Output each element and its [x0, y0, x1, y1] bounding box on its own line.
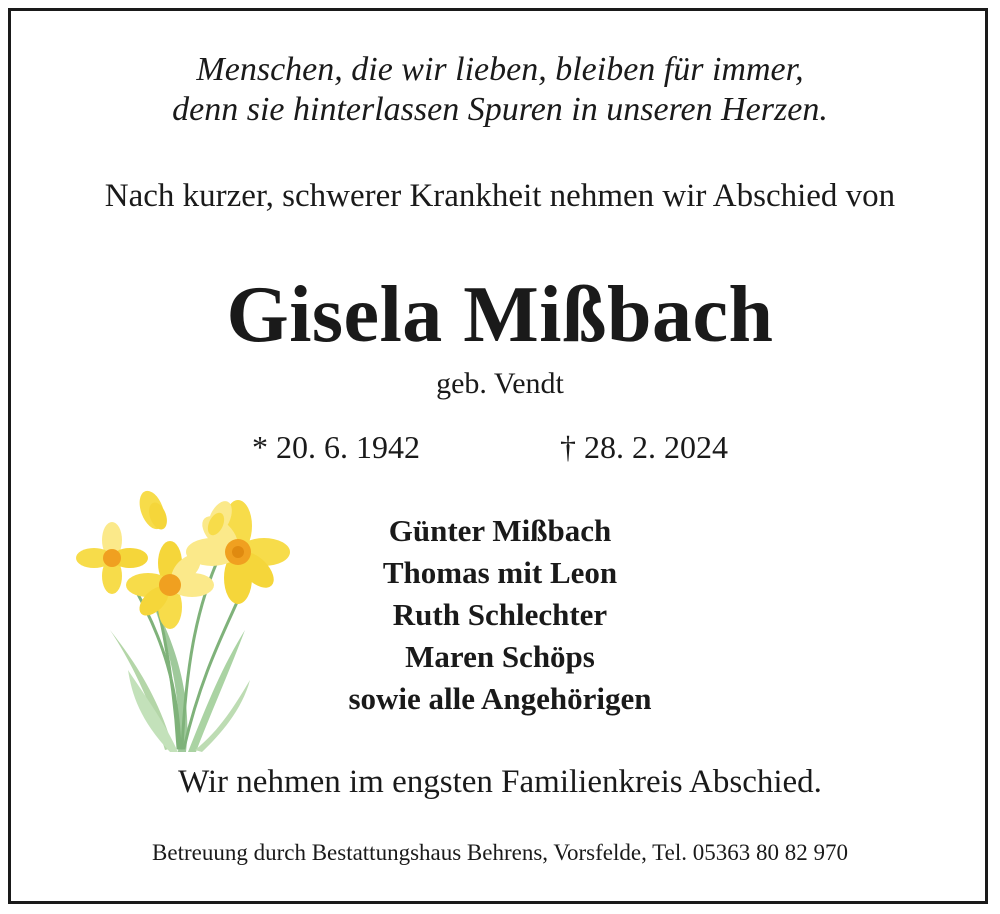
quote-line-2: denn sie hinterlassen Spuren in unseren Herzen. [172, 91, 828, 128]
mourners-list [250, 510, 750, 720]
mourner-name: Ruth Schlechter [392, 597, 608, 632]
daffodil-bud-top [135, 487, 170, 532]
mourner-name: sowie alle Angehörigen [348, 681, 652, 716]
mourner-name: Thomas mit Leon [382, 555, 618, 590]
quote-line-1: Menschen, die wir lieben, bleiben für immer, [196, 51, 804, 88]
birth-date: * 20. 6. 1942 [252, 429, 420, 465]
maiden-name: geb. Vendt [436, 367, 564, 400]
undertaker-info: Betreuung durch Bestattungshaus Behrens, Vorsfelde, Tel. 05363 80 82 970 [152, 840, 848, 865]
deceased-name: Gisela Mißbach [226, 271, 774, 359]
intro-text: Nach kurzer, schwerer Krankheit nehmen wir Abschied von [104, 178, 896, 214]
death-date: † 28. 2. 2024 [560, 429, 728, 465]
mourner-name: Maren Schöps [405, 639, 595, 674]
mourner-name: Günter Mißbach [388, 513, 612, 548]
farewell-text: Wir nehmen im engsten Familienkreis Abschied. [178, 764, 822, 800]
